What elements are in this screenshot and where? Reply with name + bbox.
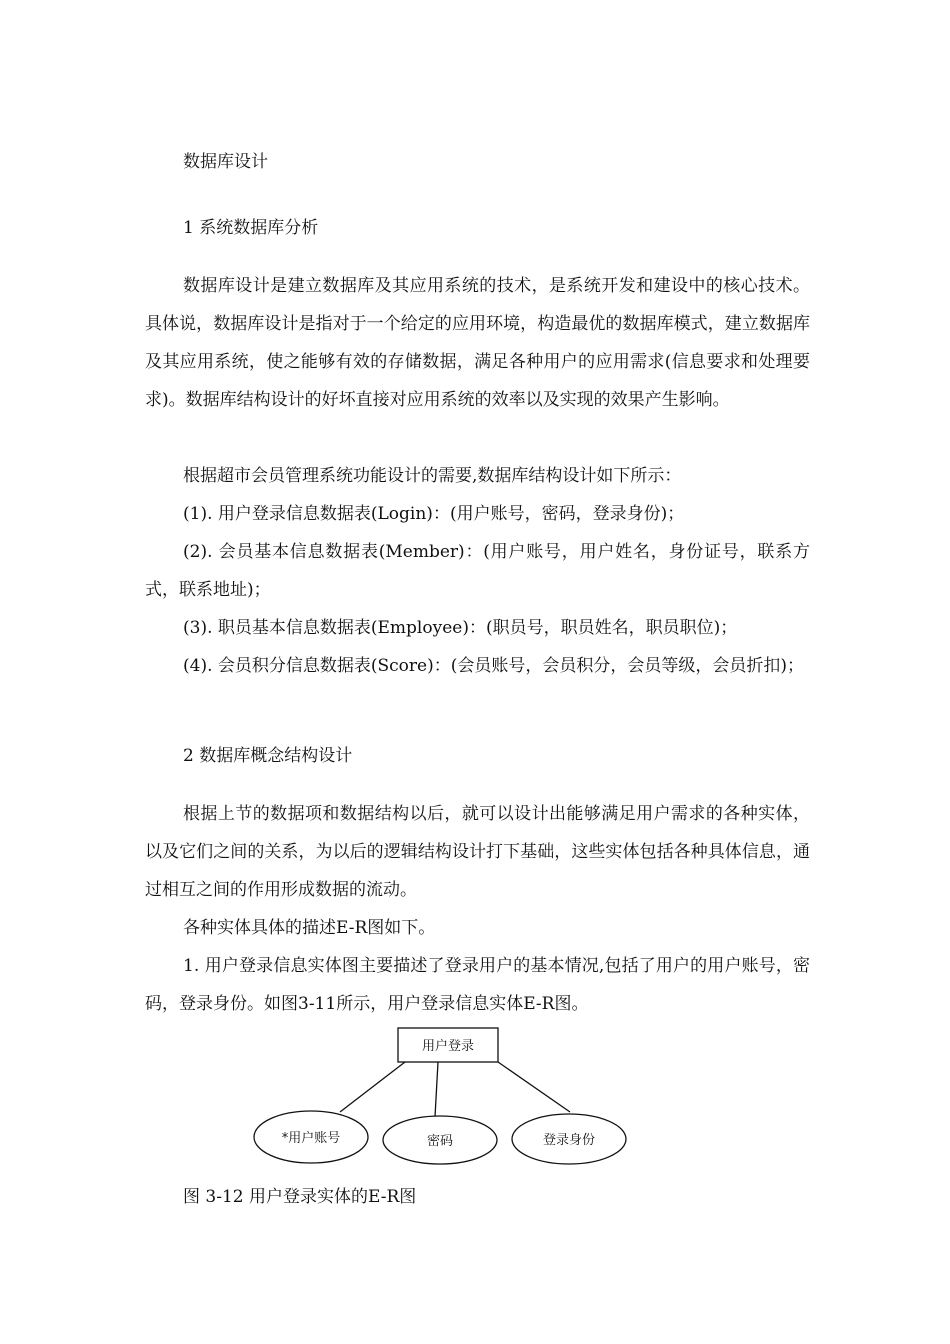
table-item-score: (4). 会员积分信息数据表(Score)：(会员账号，会员积分，会员等级，会员折扣)； (183, 656, 805, 676)
er-link-role (498, 1062, 570, 1112)
er-attr-password-label: 密码 (426, 1134, 454, 1149)
document-title: 数据库设计 (183, 152, 268, 172)
er-link-password (435, 1062, 438, 1117)
section1-paragraph-2: 根据超市会员管理系统功能设计的需要,数据库结构设计如下所示： (183, 466, 682, 486)
section1-paragraph-1: 数据库设计是建立数据库及其应用系统的技术，是系统开发和建设中的核心技术。具体说，数据库设计是指对于一个给定的应用环境，构造最优的数据库模式，建立数据库及其应用系统，使之能够有效的存储数据，满足各种用户的应用需求(信息要求和处理要求)。数据库结构设计的好坏直接对应用系统的效率以及实现的效果产生影响。 (145, 276, 810, 410)
section2-heading: 2 数据库概念结构设计 (183, 746, 353, 766)
table-item-member: (2). 会员基本信息数据表(Member)：(用户账号，用户姓名，身份证号，联系方式，联系地址)； (145, 542, 810, 600)
table-item-employee: (3). 职员基本信息数据表(Employee)：(职员号，职员姓名，职员职位)； (183, 618, 738, 638)
section2-paragraph-2: 各种实体具体的描述E-R图如下。 (183, 918, 436, 938)
er-attr-role-label: 登录身份 (542, 1133, 596, 1148)
table-item-login: (1). 用户登录信息数据表(Login)：(用户账号，密码，登录身份)； (183, 504, 685, 524)
er-diagram (245, 1020, 645, 1180)
figure-caption: 图 3-12 用户登录实体的E-R图 (183, 1187, 417, 1207)
er-attr-account-label: *用户账号 (281, 1131, 341, 1146)
er-link-account (340, 1062, 405, 1112)
er-entity-label: 用户登录 (421, 1039, 475, 1054)
section1-heading: 1 系统数据库分析 (183, 218, 319, 238)
section2-paragraph-3: 1. 用户登录信息实体图主要描述了登录用户的基本情况,包括了用户的用户账号，密码，登录身份。如图3-11所示，用户登录信息实体E-R图。 (145, 956, 810, 1014)
section2-paragraph-1: 根据上节的数据项和数据结构以后，就可以设计出能够满足用户需求的各种实体，以及它们之间的关系，为以后的逻辑结构设计打下基础，这些实体包括各种具体信息，通过相互之间的作用形成数据的流动。 (145, 804, 810, 900)
